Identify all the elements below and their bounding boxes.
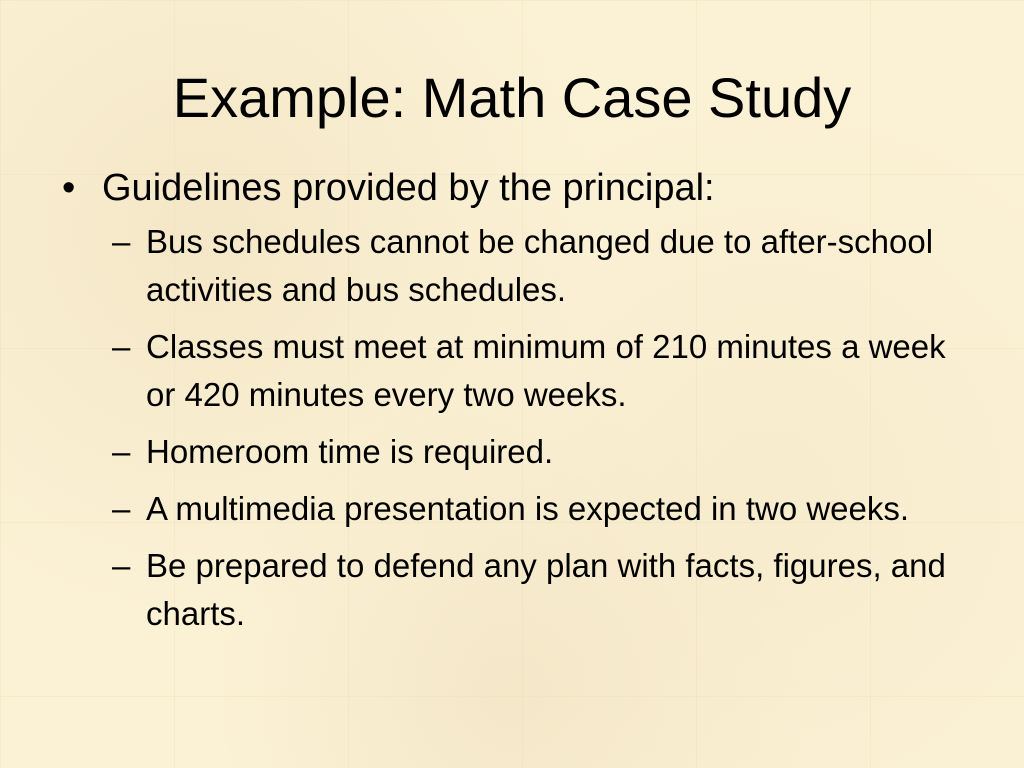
sub-bullet-item (112, 542, 960, 638)
dash-icon: – (112, 328, 131, 365)
bullet-text: Guidelines provided by the principal: (102, 167, 715, 209)
sub-bullet-text: Classes must meet at minimum of 210 minutes a week or 420 minutes every two weeks. (146, 328, 946, 413)
slide-title: Example: Math Case Study (172, 66, 852, 129)
sub-bullet-item (112, 485, 960, 533)
sub-bullet-text: Be prepared to defend any plan with facts, figures, and charts. (146, 547, 946, 632)
dash-icon: – (112, 433, 131, 470)
sub-bullet-item (112, 428, 960, 476)
sub-bullet-text: A multimedia presentation is expected in two weeks. (146, 490, 910, 527)
dash-icon: – (112, 547, 131, 584)
bullet-item (60, 160, 960, 216)
sub-bullet-list (60, 218, 960, 638)
sub-bullet-text: Bus schedules cannot be changed due to after-school activities and bus schedules. (146, 223, 934, 308)
dash-icon: – (112, 223, 131, 260)
dash-icon: – (112, 490, 131, 527)
bullet-dot-icon: • (62, 167, 76, 209)
slide-body (60, 160, 960, 647)
sub-bullet-item (112, 323, 960, 419)
sub-bullet-item (112, 218, 960, 314)
sub-bullet-text: Homeroom time is required. (146, 433, 554, 470)
